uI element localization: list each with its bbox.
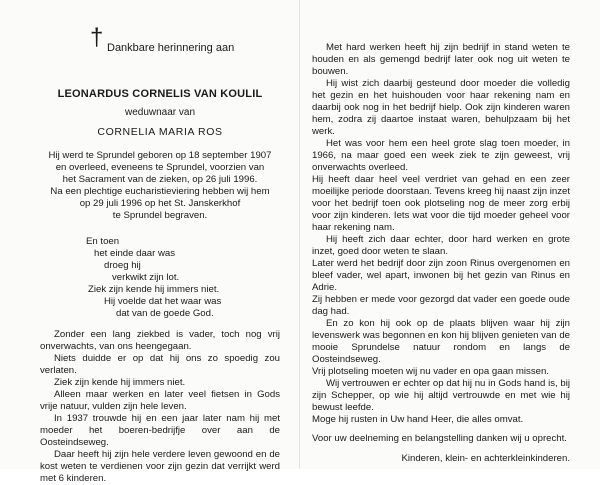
card-fold <box>299 0 300 469</box>
paragraph: Met hard werken heeft hij zijn bedrijf in stand weten te houden en als gemengd bedrijf later ook nog uit weten te bouwen. <box>312 42 570 77</box>
poem-line: En toen <box>86 236 120 247</box>
poem-line: dat van de goede God. <box>116 308 214 319</box>
bio-line: te Sprundel begraven. <box>112 210 208 221</box>
right-page <box>312 0 570 469</box>
poem-line: het einde daar was <box>94 248 176 259</box>
poem-line: verkwikt zijn lot. <box>112 272 180 283</box>
paragraph: Daar heeft hij zijn hele verdere leven gewoond en de kost weten te verdienen voor zijn gezin dat verrijkt werd met 6 kinderen. <box>40 449 280 484</box>
paragraph: Zij hebben er mede voor gezorgd dat vader een goede oude dag had. <box>312 294 570 317</box>
spouse-name: CORNELIA MARIA ROS <box>97 126 223 138</box>
paragraph: Wij vertrouwen er echter op dat hij nu in Gods hand is, bij zijn Schepper, op wie hij altijd vertrouwde en met wie hij bewust leefde. <box>312 378 570 413</box>
bio-line: Hij werd te Sprundel geboren op 18 september 1907 <box>48 150 272 161</box>
paragraph: Hij wist zich daarbij gesteund door moeder die volledig het gezin en het huishouden voor haar rekening nam en daarbij ook nog in het bedrijf hielp. Ook zijn kinderen waren hem, zodra zij daartoe instaat waren, behulpzaam bij het werk. <box>312 78 570 137</box>
poem <box>40 236 280 320</box>
poem-line: droeg hij <box>104 260 141 271</box>
paragraph: Het was voor hem een heel grote slag toen moeder, in 1966, na maar goed een week ziek te zijn geweest, vrij onverwachts overleed. <box>312 138 570 173</box>
paragraph: Voor uw deelneming en belangstelling danken wij u oprecht. <box>312 433 567 444</box>
paragraph: Vrij plotseling moeten wij nu vader en opa gaan missen. <box>312 366 549 377</box>
bio-line: op 29 juli 1996 op het St. Janskerkhof <box>79 198 241 209</box>
paragraph: Later werd het bedrijf door zijn zoon Rinus overgenomen en bleef vader, wel apart, inwonen bij het gezin van Rinus en Adrie. <box>312 258 570 293</box>
paragraph: Ziek zijn kende hij immers niet. <box>54 377 186 388</box>
paragraph: Alleen maar werken en later veel fietsen in Gods vrije natuur, vulden zijn hele leven. <box>40 389 280 412</box>
poem-line: Hij voelde dat het waar was <box>104 296 222 307</box>
paragraph: Hij heeft zich daar echter, door hard werken en grote inzet, goed door weten te slaan. <box>312 234 570 257</box>
bio-line: het Sacrament van de zieken, op 26 juli 1996. <box>62 174 258 185</box>
bio-line: Na een plechtige eucharistieviering hebben wij hem <box>50 186 270 197</box>
paragraph: Niets duidde er op dat hij ons zo spoedig zou verlaten. <box>40 353 280 376</box>
cross-icon: † <box>90 24 104 51</box>
biography <box>40 150 280 222</box>
paragraph: Zonder een lang ziekbed is vader, toch nog vrij onverwachts, van ons heengegaan. <box>40 329 280 352</box>
remembrance-text: Dankbare herinnering aan <box>107 42 235 54</box>
paragraph: Hij heeft daar heel veel verdriet van gehad en een zeer moeilijke periode doorstaan. Tevens kreeg hij naast zijn inzet voor het bedrijf toen ook plotseling nog de meer zorg erbij voor zijn kinderen. Iets wat voor die tijd moeder geheel voor haar rekening nam. <box>312 174 570 233</box>
deceased-name: LEONARDUS CORNELIS VAN KOULIL <box>57 88 263 100</box>
paragraph: En zo kon hij ook op de plaats blijven waar hij zijn levenswerk was begonnen en kon hij blijven genieten van de mooie Sprundelse natuur rondom en langs de Oosteindseweg. <box>312 318 570 365</box>
poem-line: Ziek zijn kende hij immers niet. <box>88 284 220 295</box>
closing-signature: Kinderen, klein- en achterkleinkinderen. <box>401 453 570 464</box>
paragraph: In 1937 trouwde hij en een jaar later nam hij met moeder het boeren-bedrijfje over aan de Oosteindseweg. <box>40 413 280 448</box>
left-body-text <box>40 329 280 485</box>
widower-label: weduwnaar van <box>124 107 196 118</box>
right-body-text <box>312 42 570 465</box>
bio-line: en overleed, eveneens te Sprundel, voorzien van <box>55 162 265 173</box>
left-page <box>40 0 280 484</box>
paragraph: Moge hij rusten in Uw hand Heer, die alles omvat. <box>312 414 524 425</box>
